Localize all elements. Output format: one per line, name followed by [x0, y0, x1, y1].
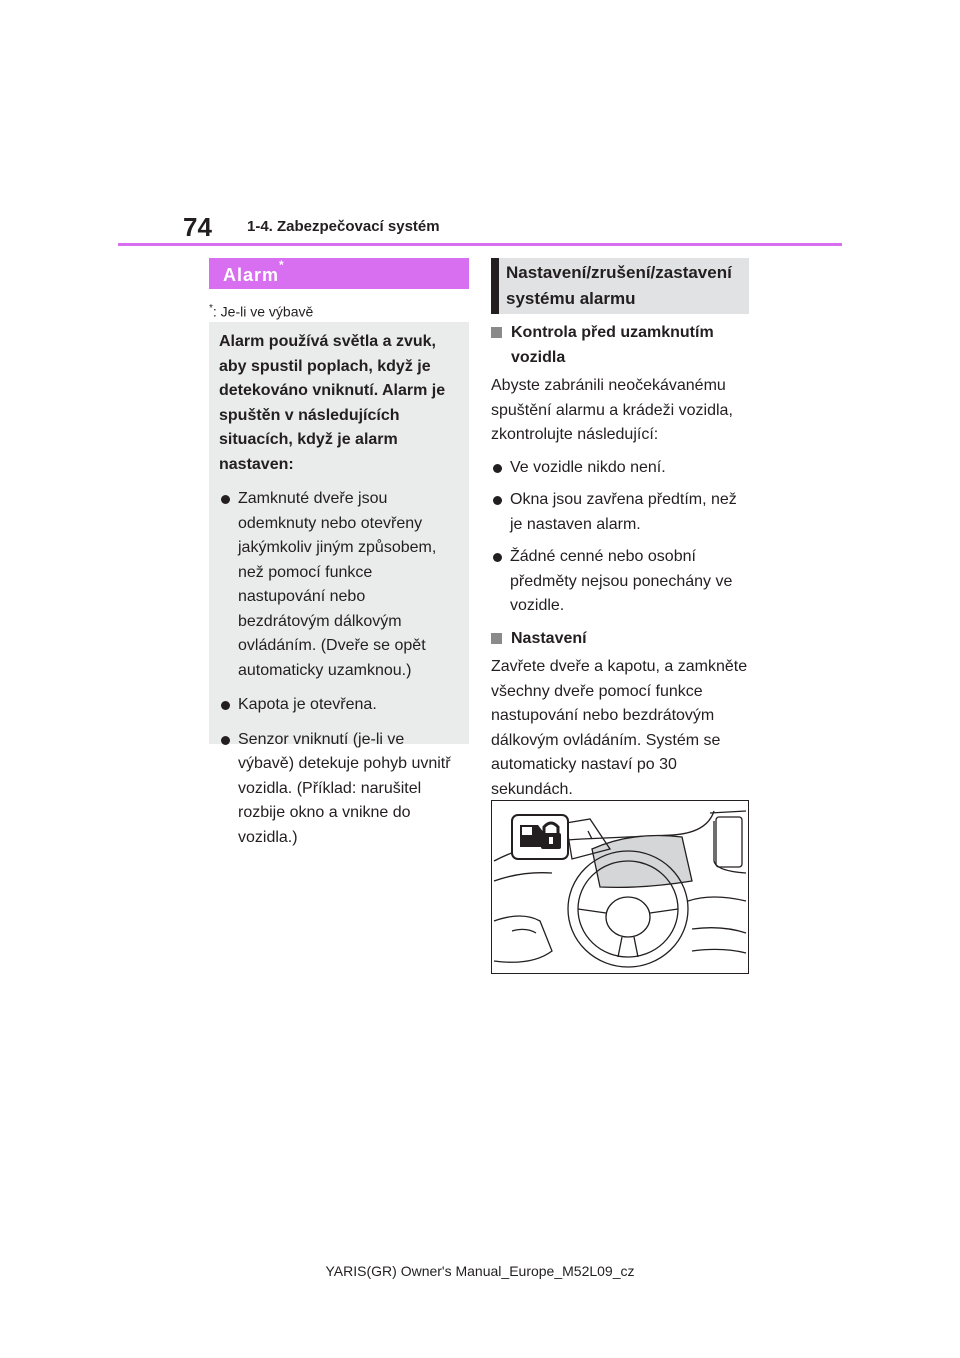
list-item [219, 693, 461, 718]
list-item [219, 487, 461, 683]
steering-wheel-illustration [492, 801, 748, 973]
alarm-info-box [209, 322, 469, 846]
setting-heading: Nastavení/zrušení/zastavení systému alarmu [491, 258, 749, 314]
section-title: 1-4. Zabezpečovací systém [247, 218, 440, 235]
bullet-icon [221, 701, 230, 710]
footnote-mark: * [209, 303, 213, 314]
set-heading [491, 627, 749, 652]
square-bullet-icon [491, 633, 502, 644]
check-heading-text: Kontrola před uzamknutím vozidla [511, 324, 714, 366]
header-rule [118, 243, 842, 246]
alarm-heading-text: Alarm [223, 265, 280, 285]
footnote [209, 303, 313, 320]
list-item-text: Senzor vniknutí (je-li ve výbavě) detekuje pohyb uvnitř vozidla. (Příklad: narušitel rozbije okno a vnikne do vozidla.) [238, 730, 451, 846]
bullet-icon [221, 495, 230, 504]
set-text: Zavřete dveře a kapotu, a zamkněte všechny dveře pomocí funkce nastupování nebo bezdrátovým dálkovým ovládáním. Systém se automaticky nastaví po 30 sekundách. [491, 658, 748, 798]
indicator-callout [512, 815, 610, 859]
check-text: Abyste zabránili neočekávanému spuštění alarmu a krádeži vozidla, zkontrolujte následující: [491, 377, 733, 443]
bullet-icon [493, 464, 502, 473]
list-item [491, 488, 749, 537]
right-column [491, 321, 749, 861]
alarm-heading [209, 258, 469, 289]
list-item [491, 456, 749, 481]
footer-manual-id: YARIS(GR) Owner's Manual_Europe_M52L09_cz [325, 1263, 635, 1279]
bullet-icon [493, 496, 502, 505]
check-heading [491, 321, 749, 370]
footnote-text: : Je-li ve výbavě [212, 303, 314, 320]
list-item-text: Okna jsou zavřena předtím, než je nastaven alarm. [510, 491, 737, 533]
dashboard-illustration [491, 800, 749, 974]
list-item [219, 728, 461, 851]
page-number: 74 [183, 212, 212, 242]
list-item [491, 545, 749, 619]
bullet-icon [221, 736, 230, 745]
alarm-heading-mark: * [279, 258, 285, 272]
list-item-text: Zamknuté dveře jsou odemknuty nebo otevřeny jakýmkoliv jiným způsobem, než pomocí funkce nastupování nebo bezdrátovým dálkovým ovládáním. (Dveře se opět automaticky uzamknou.) [238, 490, 437, 679]
list-item-text: Kapota je otevřena. [238, 696, 377, 713]
alarm-intro: Alarm používá světla a zvuk, aby spustil poplach, když je detekováno vniknutí. Alarm je spuštěn v následujících situacích, když je alarm nastaven: [219, 333, 446, 473]
list-item-text: Ve vozidle nikdo není. [510, 458, 666, 476]
set-heading-text: Nastavení [511, 629, 587, 647]
bullet-icon [493, 553, 502, 562]
list-item-text: Žádné cenné nebo osobní předměty nejsou ponechány ve vozidle. [510, 548, 733, 614]
square-bullet-icon [491, 327, 502, 338]
